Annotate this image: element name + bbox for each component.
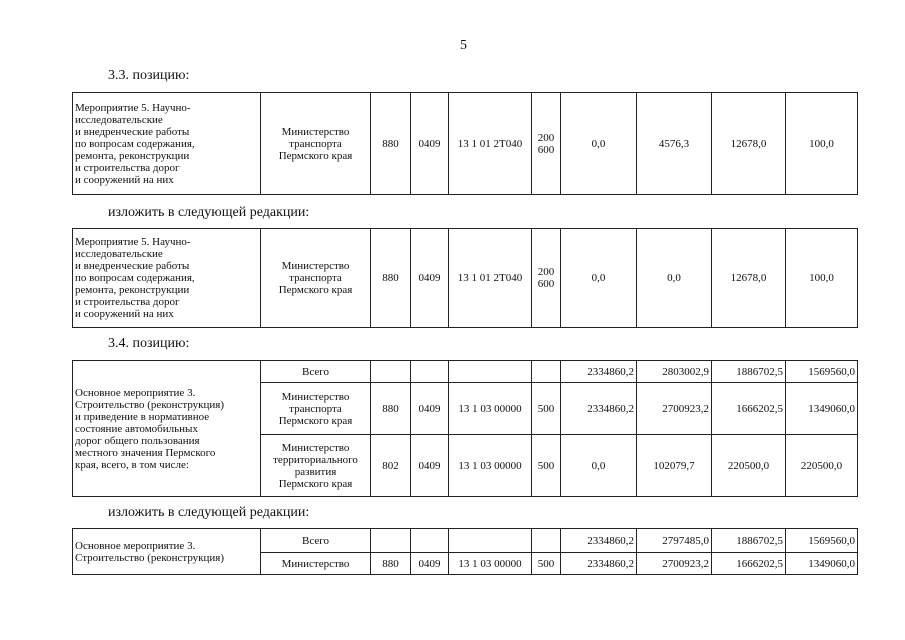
value-cell-4: 1349060,0 bbox=[786, 383, 858, 435]
new-edition-label-2: изложить в следующей редакции: bbox=[108, 505, 310, 520]
value-cell-4: 100,0 bbox=[786, 93, 858, 195]
csr-cell: 13 1 01 2Т040 bbox=[449, 229, 532, 328]
heading-3-3: 3.3. позицию: bbox=[108, 68, 190, 83]
value-cell-3: 12678,0 bbox=[712, 229, 786, 328]
value-cell-2: 0,0 bbox=[637, 229, 712, 328]
csr-cell: 13 1 01 2Т040 bbox=[449, 93, 532, 195]
executor-cell: Министерство транспорта Пермского края bbox=[261, 93, 371, 195]
grbs-cell bbox=[371, 529, 411, 553]
value-cell-1: 2334860,2 bbox=[561, 553, 637, 575]
value-cell-4: 1349060,0 bbox=[786, 553, 858, 575]
value-cell-2: 2700923,2 bbox=[637, 383, 712, 435]
value-cell-3: 1666202,5 bbox=[712, 553, 786, 575]
table-row bbox=[73, 93, 858, 195]
value-cell-1: 0,0 bbox=[561, 435, 637, 497]
grbs-cell bbox=[371, 361, 411, 383]
value-cell-4: 100,0 bbox=[786, 229, 858, 328]
executor-cell: Министерство транспорта Пермского края bbox=[261, 383, 371, 435]
table-row bbox=[73, 529, 858, 553]
value-cell-1: 2334860,2 bbox=[561, 361, 637, 383]
value-cell-3: 12678,0 bbox=[712, 93, 786, 195]
heading-3-4: 3.4. позицию: bbox=[108, 336, 190, 351]
rzpr-cell: 0409 bbox=[411, 435, 449, 497]
vr-cell bbox=[532, 529, 561, 553]
executor-cell: Всего bbox=[261, 361, 371, 383]
csr-cell: 13 1 03 00000 bbox=[449, 383, 532, 435]
measure-description: Мероприятие 5. Научно- исследовательские и внедренческие работы по вопросам содержания, ремонта, реконструкции и строительства дорог и сооружений на них bbox=[73, 93, 261, 195]
grbs-cell: 880 bbox=[371, 229, 411, 328]
value-cell-2: 102079,7 bbox=[637, 435, 712, 497]
value-cell-1: 0,0 bbox=[561, 229, 637, 328]
measure-description: Основное мероприятие 3. Строительство (реконструкция) и приведение в нормативное состояние автомобильных дорог общего пользования местного значения Пермского края, всего, в том числе: bbox=[73, 361, 261, 497]
rzpr-cell: 0409 bbox=[411, 229, 449, 328]
table-3-3-new bbox=[72, 228, 858, 328]
grbs-cell: 880 bbox=[371, 553, 411, 575]
csr-cell bbox=[449, 529, 532, 553]
rzpr-cell bbox=[411, 529, 449, 553]
rzpr-cell bbox=[411, 361, 449, 383]
vr-cell: 500 bbox=[532, 383, 561, 435]
grbs-cell: 880 bbox=[371, 93, 411, 195]
executor-cell: Министерство bbox=[261, 553, 371, 575]
table-row bbox=[73, 229, 858, 328]
executor-cell: Министерство территориального развития Пермского края bbox=[261, 435, 371, 497]
measure-description: Мероприятие 5. Научно- исследовательские и внедренческие работы по вопросам содержания, ремонта, реконструкции и строительства дорог и сооружений на них bbox=[73, 229, 261, 328]
vr-cell bbox=[532, 361, 561, 383]
value-cell-1: 2334860,2 bbox=[561, 383, 637, 435]
value-cell-3: 1886702,5 bbox=[712, 529, 786, 553]
grbs-cell: 880 bbox=[371, 383, 411, 435]
value-cell-3: 1666202,5 bbox=[712, 383, 786, 435]
value-cell-1: 2334860,2 bbox=[561, 529, 637, 553]
page-number: 5 bbox=[460, 38, 467, 53]
value-cell-2: 4576,3 bbox=[637, 93, 712, 195]
vr-cell: 200 600 bbox=[532, 229, 561, 328]
table-row bbox=[73, 361, 858, 383]
value-cell-4: 1569560,0 bbox=[786, 361, 858, 383]
table-3-4-old bbox=[72, 360, 858, 497]
table-3-4-new bbox=[72, 528, 858, 575]
value-cell-4: 1569560,0 bbox=[786, 529, 858, 553]
new-edition-label-1: изложить в следующей редакции: bbox=[108, 205, 310, 220]
value-cell-4: 220500,0 bbox=[786, 435, 858, 497]
value-cell-3: 1886702,5 bbox=[712, 361, 786, 383]
executor-cell: Министерство транспорта Пермского края bbox=[261, 229, 371, 328]
vr-cell: 500 bbox=[532, 435, 561, 497]
grbs-cell: 802 bbox=[371, 435, 411, 497]
measure-description: Основное мероприятие 3. Строительство (реконструкция) bbox=[73, 529, 261, 575]
executor-cell: Всего bbox=[261, 529, 371, 553]
value-cell-2: 2700923,2 bbox=[637, 553, 712, 575]
rzpr-cell: 0409 bbox=[411, 383, 449, 435]
vr-cell: 200 600 bbox=[532, 93, 561, 195]
rzpr-cell: 0409 bbox=[411, 93, 449, 195]
csr-cell: 13 1 03 00000 bbox=[449, 435, 532, 497]
value-cell-1: 0,0 bbox=[561, 93, 637, 195]
vr-cell: 500 bbox=[532, 553, 561, 575]
value-cell-3: 220500,0 bbox=[712, 435, 786, 497]
value-cell-2: 2797485,0 bbox=[637, 529, 712, 553]
csr-cell bbox=[449, 361, 532, 383]
csr-cell: 13 1 03 00000 bbox=[449, 553, 532, 575]
value-cell-2: 2803002,9 bbox=[637, 361, 712, 383]
table-3-3-old bbox=[72, 92, 858, 195]
rzpr-cell: 0409 bbox=[411, 553, 449, 575]
